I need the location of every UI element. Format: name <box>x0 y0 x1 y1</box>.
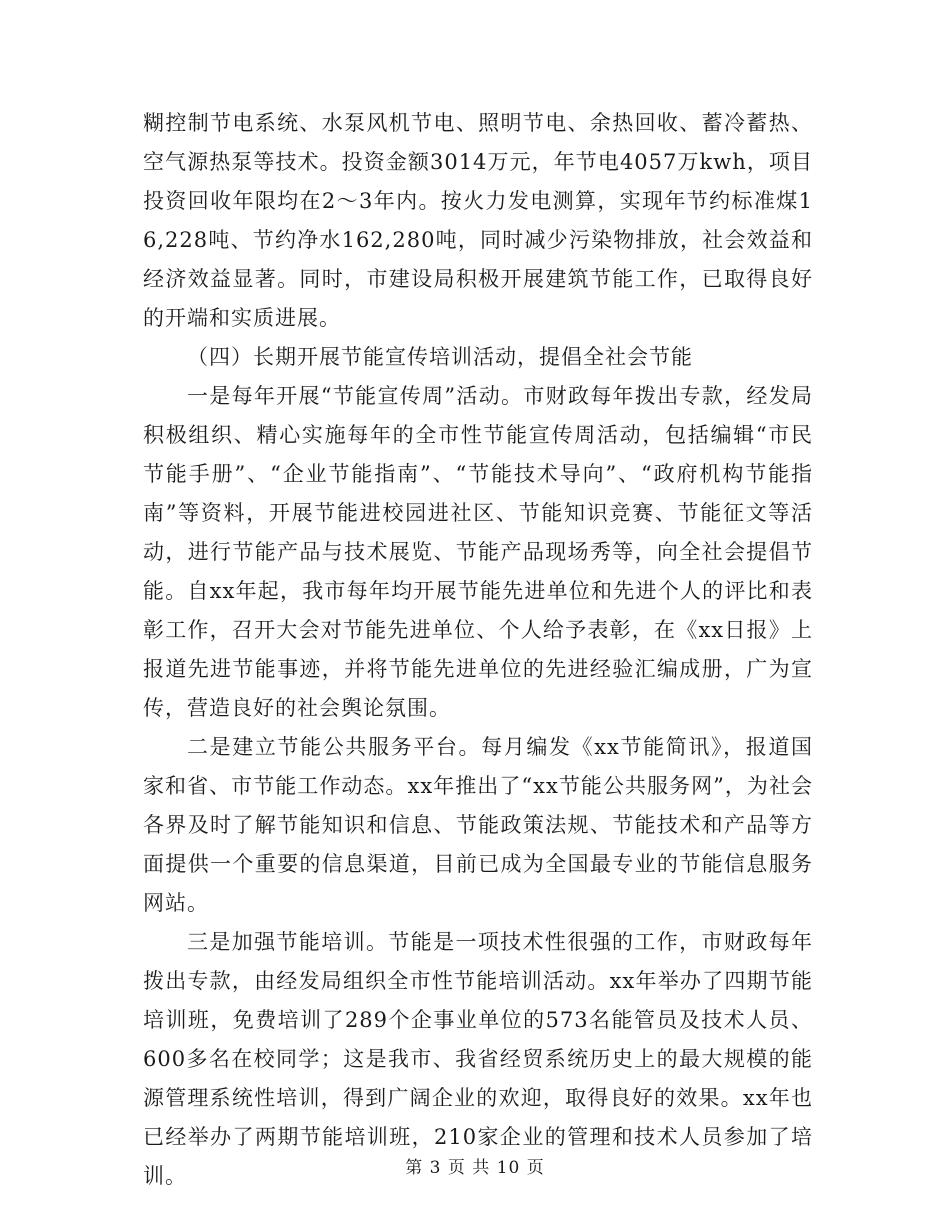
paragraph-publicity-week: 一是每年开展“节能宣传周”活动。市财政每年拨出专款，经发局积极组织、精心实施每年的全市性节能宣传周活动，包括编辑“市民节能手册”、“企业节能指南”、“节能技术导向”、“政府机构节能指南”等资料，开展节能进校园进社区、节能知识竞赛、节能征文等活动，进行节能产品与技术展览、节能产品现场秀等，向全社会提倡节能。自xx年起，我市每年均开展节能先进单位和先进个人的评比和表彰工作，召开大会对节能先进单位、个人给予表彰，在《xx日报》上报道先进节能事迹，并将节能先进单位的先进经验汇编成册，广为宣传，营造良好的社会舆论氛围。 <box>143 384 813 720</box>
page-number-label: 第 3 页 共 10 页 <box>405 1158 545 1178</box>
section-heading-publicity-training: （四）长期开展节能宣传培训活动，提倡全社会节能 <box>187 345 693 369</box>
paragraph-energy-training: 三是加强节能培训。节能是一项技术性很强的工作，市财政每年拨出专款，由经发局组织全市性节能培训活动。xx年举办了四期节能培训班，免费培训了289个企事业单位的573名能管员及技术人员、600多名在校同学；这是我市、我省经贸系统历史上的最大规模的能源管理系统性培训，得到广阔企业的欢迎，取得良好的效果。xx年也已经举办了两期节能培训班，210家企业的管理和技术人员参加了培训。 <box>143 930 813 1188</box>
document-body <box>143 104 813 1196</box>
paragraph-energy-tech-results: 糊控制节电系统、水泵风机节电、照明节电、余热回收、蓄冷蓄热、空气源热泵等技术。投资金额3014万元，年节电4057万kwh，项目投资回收年限均在2～3年内。按火力发电测算，实现年节约标准煤16,228吨、节约净水162,280吨，同时减少污染物排放，社会效益和经济效益显著。同时，市建设局积极开展建筑节能工作，已取得良好的开端和实质进展。 <box>143 111 813 330</box>
paragraph-public-service-platform: 二是建立节能公共服务平台。每月编发《xx节能简讯》，报道国家和省、市节能工作动态。xx年推出了“xx节能公共服务网”，为社会各界及时了解节能知识和信息、节能政策法规、节能技术和产品等方面提供一个重要的信息渠道，目前已成为全国最专业的节能信息服务网站。 <box>143 735 813 915</box>
page-footer <box>0 1153 950 1178</box>
